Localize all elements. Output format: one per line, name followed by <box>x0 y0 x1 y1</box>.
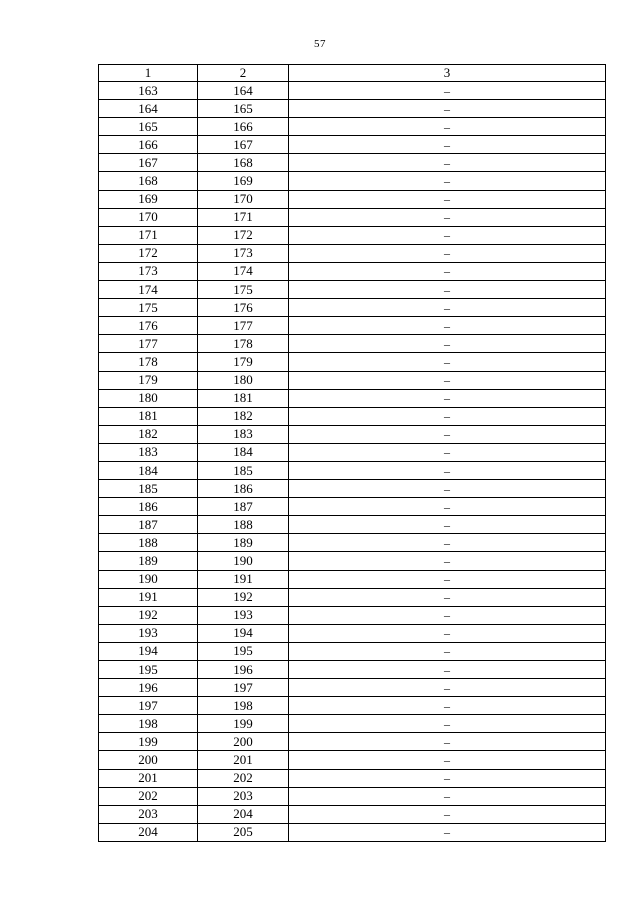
cell-col-3 <box>289 679 606 697</box>
dash-mark: – <box>444 228 450 243</box>
cell-col-1: 189 <box>99 552 198 570</box>
cell-col-2: 192 <box>198 588 289 606</box>
dash-mark: – <box>444 101 450 116</box>
cell-col-2: 187 <box>198 498 289 516</box>
cell-col-1: 181 <box>99 407 198 425</box>
cell-col-1: 170 <box>99 208 198 226</box>
cell-col-2: 193 <box>198 606 289 624</box>
cell-col-3 <box>289 443 606 461</box>
cell-col-2: 197 <box>198 679 289 697</box>
cell-col-3 <box>289 805 606 823</box>
table-row <box>99 335 606 353</box>
cell-col-1: 193 <box>99 624 198 642</box>
table-row <box>99 570 606 588</box>
cell-col-2: 196 <box>198 661 289 679</box>
cell-col-3 <box>289 534 606 552</box>
cell-col-3 <box>289 100 606 118</box>
cell-col-2: 182 <box>198 407 289 425</box>
dash-mark: – <box>444 282 450 297</box>
cell-col-2: 170 <box>198 190 289 208</box>
cell-col-3 <box>289 118 606 136</box>
dash-mark: – <box>444 716 450 731</box>
dash-mark: – <box>444 155 450 170</box>
cell-col-3 <box>289 299 606 317</box>
table-header <box>99 65 606 82</box>
table-row <box>99 407 606 425</box>
dash-mark: – <box>444 481 450 496</box>
dash-mark: – <box>444 590 450 605</box>
cell-col-1: 188 <box>99 534 198 552</box>
cell-col-3 <box>289 281 606 299</box>
column-header-1: 1 <box>99 65 198 82</box>
cell-col-3 <box>289 697 606 715</box>
cell-col-1: 190 <box>99 570 198 588</box>
table-row <box>99 208 606 226</box>
cell-col-1: 202 <box>99 787 198 805</box>
cell-col-1: 167 <box>99 154 198 172</box>
table-row <box>99 534 606 552</box>
cell-col-2: 188 <box>198 516 289 534</box>
table-row <box>99 317 606 335</box>
cell-col-2: 167 <box>198 136 289 154</box>
table-row <box>99 389 606 407</box>
cell-col-3 <box>289 606 606 624</box>
table-row <box>99 552 606 570</box>
table-row <box>99 661 606 679</box>
dash-mark: – <box>444 608 450 623</box>
cell-col-1: 173 <box>99 262 198 280</box>
cell-col-1: 201 <box>99 769 198 787</box>
cell-col-3 <box>289 172 606 190</box>
dash-mark: – <box>444 753 450 768</box>
cell-col-1: 177 <box>99 335 198 353</box>
table-row <box>99 281 606 299</box>
table-row <box>99 606 606 624</box>
table-row <box>99 769 606 787</box>
cell-col-2: 168 <box>198 154 289 172</box>
cell-col-3 <box>289 751 606 769</box>
cell-col-3 <box>289 317 606 335</box>
cell-col-2: 176 <box>198 299 289 317</box>
dash-mark: – <box>444 192 450 207</box>
table-row <box>99 516 606 534</box>
table-row <box>99 823 606 841</box>
dash-mark: – <box>444 137 450 152</box>
dash-mark: – <box>444 119 450 134</box>
cell-col-1: 165 <box>99 118 198 136</box>
dash-mark: – <box>444 644 450 659</box>
cell-col-3 <box>289 642 606 660</box>
dash-mark: – <box>444 499 450 514</box>
table-row <box>99 642 606 660</box>
cell-col-1: 187 <box>99 516 198 534</box>
cell-col-3 <box>289 552 606 570</box>
cell-col-1: 192 <box>99 606 198 624</box>
cell-col-3 <box>289 769 606 787</box>
cell-col-3 <box>289 82 606 100</box>
cell-col-1: 196 <box>99 679 198 697</box>
cell-col-2: 166 <box>198 118 289 136</box>
cell-col-3 <box>289 208 606 226</box>
header-row <box>99 65 606 82</box>
dash-mark: – <box>444 789 450 804</box>
table-row <box>99 805 606 823</box>
dash-mark: – <box>444 300 450 315</box>
dash-mark: – <box>444 771 450 786</box>
dash-mark: – <box>444 517 450 532</box>
cell-col-3 <box>289 588 606 606</box>
dash-mark: – <box>444 734 450 749</box>
cell-col-3 <box>289 407 606 425</box>
cell-col-3 <box>289 461 606 479</box>
cell-col-2: 195 <box>198 642 289 660</box>
page-number: 57 <box>314 38 326 50</box>
cell-col-1: 200 <box>99 751 198 769</box>
dash-mark: – <box>444 318 450 333</box>
cell-col-2: 186 <box>198 480 289 498</box>
table-row <box>99 371 606 389</box>
dash-mark: – <box>444 698 450 713</box>
cell-col-1: 199 <box>99 733 198 751</box>
cell-col-2: 201 <box>198 751 289 769</box>
dash-mark: – <box>444 463 450 478</box>
dash-mark: – <box>444 354 450 369</box>
table-row <box>99 588 606 606</box>
table-row <box>99 136 606 154</box>
column-header-3: 3 <box>289 65 606 82</box>
dash-mark: – <box>444 535 450 550</box>
cell-col-3 <box>289 823 606 841</box>
dash-mark: – <box>444 409 450 424</box>
cell-col-2: 185 <box>198 461 289 479</box>
cell-col-3 <box>289 154 606 172</box>
cell-col-3 <box>289 335 606 353</box>
dash-mark: – <box>444 680 450 695</box>
cell-col-3 <box>289 624 606 642</box>
cell-col-3 <box>289 226 606 244</box>
cell-col-2: 184 <box>198 443 289 461</box>
table-row <box>99 82 606 100</box>
table-row <box>99 353 606 371</box>
dash-mark: – <box>444 427 450 442</box>
dash-mark: – <box>444 572 450 587</box>
dash-mark: – <box>444 553 450 568</box>
data-table <box>98 64 606 842</box>
cell-col-2: 175 <box>198 281 289 299</box>
cell-col-2: 190 <box>198 552 289 570</box>
cell-col-1: 166 <box>99 136 198 154</box>
table-row <box>99 715 606 733</box>
cell-col-2: 194 <box>198 624 289 642</box>
cell-col-3 <box>289 787 606 805</box>
cell-col-2: 180 <box>198 371 289 389</box>
table-row <box>99 751 606 769</box>
table-row <box>99 480 606 498</box>
table-row <box>99 624 606 642</box>
cell-col-2: 179 <box>198 353 289 371</box>
cell-col-3 <box>289 516 606 534</box>
cell-col-3 <box>289 425 606 443</box>
dash-mark: – <box>444 264 450 279</box>
cell-col-1: 185 <box>99 480 198 498</box>
cell-col-1: 203 <box>99 805 198 823</box>
dash-mark: – <box>444 373 450 388</box>
dash-mark: – <box>444 626 450 641</box>
dash-mark: – <box>444 336 450 351</box>
cell-col-2: 177 <box>198 317 289 335</box>
cell-col-1: 186 <box>99 498 198 516</box>
table-row <box>99 498 606 516</box>
cell-col-1: 184 <box>99 461 198 479</box>
table-row <box>99 299 606 317</box>
table-row <box>99 679 606 697</box>
cell-col-1: 182 <box>99 425 198 443</box>
cell-col-1: 179 <box>99 371 198 389</box>
column-header-2: 2 <box>198 65 289 82</box>
cell-col-3 <box>289 353 606 371</box>
cell-col-1: 164 <box>99 100 198 118</box>
cell-col-2: 205 <box>198 823 289 841</box>
dash-mark: – <box>444 174 450 189</box>
table-row <box>99 154 606 172</box>
table-row <box>99 697 606 715</box>
table-row <box>99 787 606 805</box>
dash-mark: – <box>444 807 450 822</box>
table-row <box>99 190 606 208</box>
table-row <box>99 226 606 244</box>
dash-mark: – <box>444 391 450 406</box>
dash-mark: – <box>444 662 450 677</box>
dash-mark: – <box>444 210 450 225</box>
cell-col-1: 183 <box>99 443 198 461</box>
table-row <box>99 244 606 262</box>
table-row <box>99 118 606 136</box>
cell-col-2: 181 <box>198 389 289 407</box>
table-row <box>99 100 606 118</box>
cell-col-2: 200 <box>198 733 289 751</box>
cell-col-1: 168 <box>99 172 198 190</box>
cell-col-1: 195 <box>99 661 198 679</box>
cell-col-1: 198 <box>99 715 198 733</box>
cell-col-3 <box>289 733 606 751</box>
cell-col-3 <box>289 480 606 498</box>
cell-col-1: 169 <box>99 190 198 208</box>
cell-col-2: 191 <box>198 570 289 588</box>
cell-col-2: 183 <box>198 425 289 443</box>
cell-col-2: 164 <box>198 82 289 100</box>
cell-col-2: 202 <box>198 769 289 787</box>
cell-col-1: 180 <box>99 389 198 407</box>
table-row <box>99 443 606 461</box>
cell-col-3 <box>289 262 606 280</box>
cell-col-3 <box>289 661 606 679</box>
cell-col-3 <box>289 136 606 154</box>
table-row <box>99 172 606 190</box>
cell-col-3 <box>289 389 606 407</box>
cell-col-2: 173 <box>198 244 289 262</box>
cell-col-3 <box>289 498 606 516</box>
cell-col-3 <box>289 715 606 733</box>
cell-col-1: 172 <box>99 244 198 262</box>
table-row <box>99 425 606 443</box>
cell-col-1: 174 <box>99 281 198 299</box>
cell-col-1: 191 <box>99 588 198 606</box>
cell-col-1: 194 <box>99 642 198 660</box>
cell-col-2: 189 <box>198 534 289 552</box>
table-body <box>99 82 606 842</box>
dash-mark: – <box>444 445 450 460</box>
table-row <box>99 461 606 479</box>
cell-col-2: 203 <box>198 787 289 805</box>
cell-col-1: 163 <box>99 82 198 100</box>
cell-col-2: 171 <box>198 208 289 226</box>
cell-col-2: 165 <box>198 100 289 118</box>
cell-col-1: 178 <box>99 353 198 371</box>
dash-mark: – <box>444 83 450 98</box>
cell-col-1: 175 <box>99 299 198 317</box>
cell-col-3 <box>289 244 606 262</box>
cell-col-2: 204 <box>198 805 289 823</box>
cell-col-3 <box>289 570 606 588</box>
cell-col-3 <box>289 190 606 208</box>
dash-mark: – <box>444 246 450 261</box>
cell-col-2: 169 <box>198 172 289 190</box>
cell-col-2: 178 <box>198 335 289 353</box>
cell-col-1: 171 <box>99 226 198 244</box>
cell-col-1: 197 <box>99 697 198 715</box>
cell-col-2: 199 <box>198 715 289 733</box>
table-row <box>99 262 606 280</box>
cell-col-2: 172 <box>198 226 289 244</box>
cell-col-2: 198 <box>198 697 289 715</box>
cell-col-2: 174 <box>198 262 289 280</box>
table-row <box>99 733 606 751</box>
cell-col-1: 204 <box>99 823 198 841</box>
cell-col-3 <box>289 371 606 389</box>
dash-mark: – <box>444 825 450 840</box>
cell-col-1: 176 <box>99 317 198 335</box>
